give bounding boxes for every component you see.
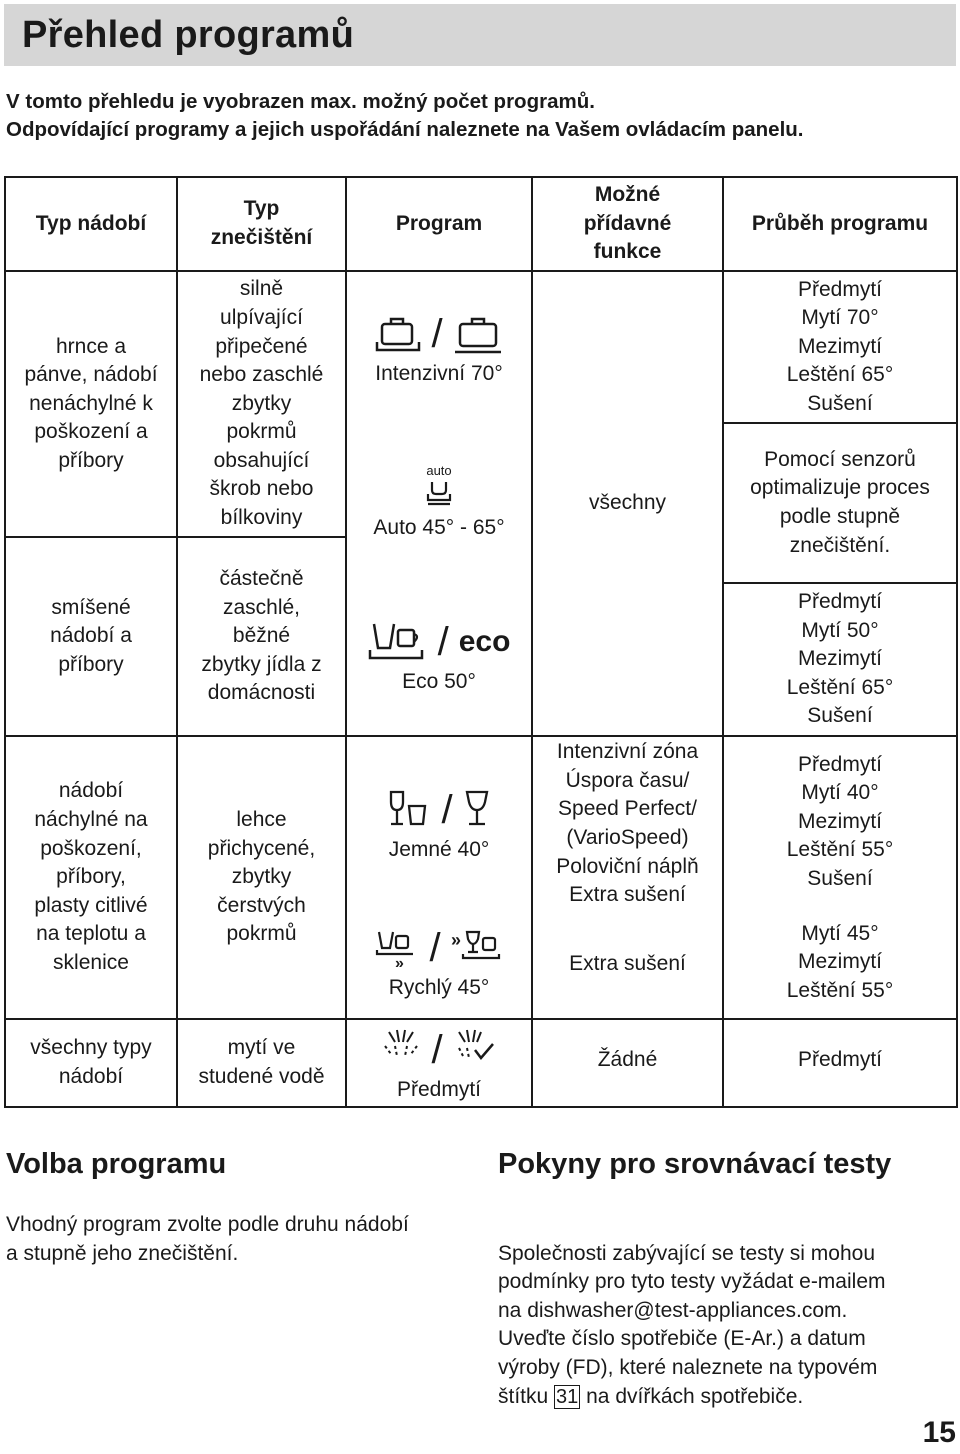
- svg-text:»: »: [450, 930, 461, 950]
- rating-plate-reference-box: 31: [556, 1385, 579, 1408]
- quick-dishes-icon: [375, 926, 419, 970]
- tests-last-after: na dvířkách spotřebiče.: [586, 1384, 804, 1408]
- program-label: Jemné 40°: [388, 838, 490, 861]
- sequence-prewash: Předmytí: [797, 1047, 883, 1071]
- program-eco: [347, 616, 531, 696]
- soil-heavy: silně ulpívající připečené nebo zaschlé zbytky pokrmů obsahující škrob nebo bílkoviny: [199, 277, 324, 530]
- intro-line-1: V tomto přehledu je vyobrazen max. možný počet programů.: [6, 90, 595, 113]
- tests-body-text: Společnosti zabývající se testy si mohou podmínky pro tyto testy vyžádat e-mailem na dishwasher@test-appliances.com. Uveďte číslo spotřebiče (E-Ar.) a datum výroby (FD), které naleznete na typovém: [498, 1241, 886, 1379]
- intro-text: [6, 88, 803, 144]
- section-heading-tests: Pokyny pro srovnávací testy: [498, 1148, 892, 1180]
- auto-basket-icon: [426, 478, 452, 508]
- soil-cold: mytí ve studené vodě: [198, 1036, 325, 1088]
- tests-last-line: [498, 1383, 958, 1412]
- prewash-spray-icon: [381, 1028, 421, 1072]
- mixed-dishes-icon: [368, 618, 428, 666]
- dish-pots: hrnce a pánve, nádobí nenáchylné k poškození a příbory: [24, 334, 158, 472]
- dish-delicate: nádobí náchylné na poškození, příbory, plasty citlivé na teplotu a sklenice: [34, 779, 148, 974]
- program-label: Předmytí: [396, 1078, 482, 1101]
- soil-light: lehce přichycené, zbytky čerstvých pokrmů: [207, 808, 316, 946]
- program-gentle: [347, 784, 531, 864]
- program-label: Eco 50°: [402, 670, 476, 693]
- sequence-gentle: Předmytí Mytí 40° Mezimytí Leštění 55° Sušení: [786, 752, 894, 890]
- soil-partial: částečně zaschlé, běžné zbytky jídla z domácnosti: [201, 567, 322, 705]
- svg-text:»: »: [395, 955, 405, 970]
- header-extra-functions: Možné přídavné funkce: [583, 183, 672, 264]
- section-body-selection: Vhodný program zvolte podle druhu nádobí a stupně jeho znečištění.: [6, 1213, 409, 1265]
- title-bar: [4, 4, 956, 66]
- program-auto: [347, 464, 531, 542]
- sequence-eco: Předmytí Mytí 50° Mezimytí Leštění 65° Sušení: [786, 590, 894, 728]
- separator-slash: /: [431, 312, 443, 356]
- dish-all: všechny typy nádobí: [30, 1036, 152, 1088]
- program-prewash: [347, 1024, 531, 1104]
- intro-line-2: Odpovídající programy a jejich uspořádání naleznete na Vašem ovládacím panelu.: [6, 118, 804, 141]
- header-program-sequence: Průběh programu: [751, 211, 929, 235]
- sequence-intensive: Předmytí Mytí 70° Mezimytí Leštění 65° Sušení: [786, 277, 894, 415]
- section-heading-selection: Volba programu: [6, 1148, 227, 1180]
- sequence-quick: Mytí 45° Mezimytí Leštění 55°: [786, 921, 894, 1002]
- program-label: Auto 45° - 65°: [373, 516, 505, 539]
- page-title: Přehled programů: [22, 14, 355, 56]
- wine-glass-icon: [463, 788, 491, 832]
- extras-extra-dry: Extra sušení: [569, 952, 686, 976]
- separator-slash: /: [429, 926, 441, 970]
- header-program: Program: [395, 211, 483, 235]
- program-label: Rychlý 45°: [388, 976, 490, 999]
- separator-slash: /: [437, 620, 449, 664]
- header-dish-type: Typ nádobí: [35, 211, 147, 235]
- program-quick: [347, 922, 531, 1002]
- program-label: Intenzivní 70°: [375, 362, 503, 385]
- sequence-auto: Pomocí senzorů optimalizuje proces podle stupně znečištění.: [750, 447, 930, 557]
- separator-slash: /: [431, 1028, 443, 1072]
- pot-basket-icon: [375, 312, 421, 356]
- extras-none: Žádné: [597, 1047, 658, 1071]
- eco-badge: eco: [458, 625, 511, 658]
- page-number: 15: [922, 1416, 956, 1449]
- quick-glass-icon: [451, 926, 503, 970]
- auto-badge: auto: [426, 463, 452, 478]
- extras-options: Intenzivní zóna Úspora času/ Speed Perfect/ (VarioSpeed) Poloviční náplň Extra sušení: [556, 740, 699, 907]
- header-soil-type: Typ znečištění: [210, 197, 313, 249]
- prewash-rinse-icon: [453, 1028, 497, 1072]
- section-body-tests: [498, 1211, 958, 1440]
- separator-slash: /: [441, 788, 453, 832]
- tests-last-before: štítku: [498, 1384, 549, 1408]
- pot-icon: [453, 312, 503, 356]
- program-intensive: [347, 308, 531, 388]
- glass-cup-icon: [387, 788, 431, 832]
- program-table: [4, 176, 958, 1108]
- dish-mixed: smíšené nádobí a příbory: [50, 595, 132, 676]
- extras-all: všechny: [588, 491, 667, 515]
